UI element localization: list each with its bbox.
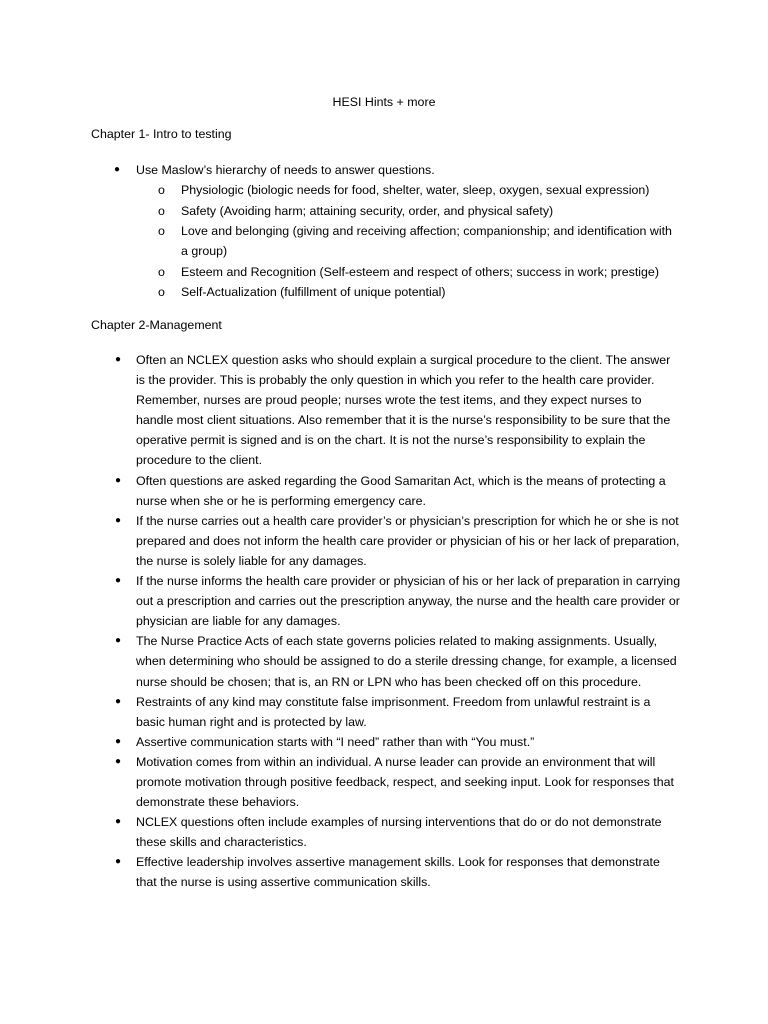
bullet-icon: ● <box>115 755 122 767</box>
list-item-text: Motivation comes from within an individual. A nurse leader can provide an environment that will promote motivation through positive feedback, respect, and seeking input. Look for responses that demonstrate these behaviors. <box>136 754 674 810</box>
bullet-icon: ● <box>115 816 122 828</box>
list-item-text: The Nurse Practice Acts of each state governs policies related to making assignments. Usually, when determining who should be assigned to do a sterile dressing change, for example, a licensed nurse should be chosen; that is, an RN or LPN who has been checked off on this procedure. <box>136 634 677 689</box>
list-item-text: Assertive communication starts with “I need” rather than with “You must.” <box>136 734 535 749</box>
list-item <box>115 631 681 691</box>
sub-item-text: Self-Actualization (fulfillment of unique potential) <box>181 285 446 299</box>
list-item <box>115 511 681 571</box>
list-item <box>115 692 681 732</box>
sub-list-item <box>158 221 681 262</box>
circle-bullet-icon: o <box>158 285 165 299</box>
list-item-text: If the nurse informs the health care provider or physician of his or her lack of preparation in carrying out a prescription and carries out the prescription anyway, the nurse and the health care provider or physician are liable for any damages. <box>136 574 681 629</box>
bullet-icon: ● <box>115 856 122 868</box>
list-item-text: Often questions are asked regarding the Good Samaritan Act, which is the means of protecting a nurse when she or he is performing emergency care. <box>136 473 666 508</box>
sub-list-item <box>158 282 681 302</box>
sub-list-item <box>158 201 681 221</box>
circle-bullet-icon: o <box>158 224 165 238</box>
list-item-text: Restraints of any kind may constitute false imprisonment. Freedom from unlawful restraint is a basic human right and is protected by law. <box>136 694 651 729</box>
sub-item-text: Love and belonging (giving and receiving affection; companionship; and identification with a group) <box>181 224 672 259</box>
list-item-text: NCLEX questions often include examples of nursing interventions that do or do not demonstrate these skills and characteristics. <box>136 815 662 850</box>
sub-list-item <box>158 262 681 282</box>
circle-bullet-icon: o <box>158 265 165 279</box>
bullet-icon: ● <box>115 575 122 587</box>
list-item <box>115 350 681 471</box>
bullet-icon: ● <box>115 474 122 486</box>
bullet-icon: ● <box>115 514 122 526</box>
sub-item-text: Physiologic (biologic needs for food, shelter, water, sleep, oxygen, sexual expression) <box>181 183 650 197</box>
sub-list-item <box>158 180 681 200</box>
circle-bullet-icon: o <box>158 204 165 218</box>
document-title: HESI Hints + more <box>332 95 436 109</box>
chapter2-heading: Chapter 2-Management <box>91 318 222 332</box>
bullet-icon: ● <box>114 164 121 175</box>
circle-bullet-icon: o <box>158 183 165 197</box>
chapter2-list <box>115 350 681 893</box>
bullet-icon: ● <box>115 735 122 747</box>
bullet-icon: ● <box>115 695 122 707</box>
list-item-text: Effective leadership involves assertive management skills. Look for responses that demonstrate that the nurse is using assertive communication skills. <box>136 855 660 890</box>
list-item <box>115 471 681 511</box>
list-item-text: Use Maslow’s hierarchy of needs to answer questions. <box>136 163 435 177</box>
sub-item-text: Esteem and Recognition (Self-esteem and respect of others; success in work; prestige) <box>181 265 659 279</box>
list-item-text: Often an NCLEX question asks who should explain a surgical procedure to the client. The answer is the provider. This is probably the only question in which you refer to the health care provider. Remember, nurses are proud people; nurses wrote the test items, and they expect nurses to handle most client situations. Also remember that it is the nurse’s responsibility to be sure that the operative permit is signed and is on the chart. It is not the nurse’s responsibility to explain the procedure to the client. <box>136 353 671 468</box>
bullet-icon: ● <box>115 354 122 365</box>
sub-item-text: Safety (Avoiding harm; attaining security, order, and physical safety) <box>181 204 554 218</box>
list-item <box>115 571 681 631</box>
bullet-icon: ● <box>115 635 122 647</box>
list-item <box>115 732 681 752</box>
list-item <box>115 752 681 812</box>
list-item <box>115 852 681 892</box>
list-item <box>115 812 681 852</box>
list-item-text: If the nurse carries out a health care provider’s or physician’s prescription for which he or she is not prepared and does not inform the health care provider or physician of his or her lack of preparation, the nurse is solely liable for any damages. <box>136 513 680 568</box>
chapter1-heading: Chapter 1- Intro to testing <box>91 127 232 141</box>
list-item <box>114 160 435 180</box>
